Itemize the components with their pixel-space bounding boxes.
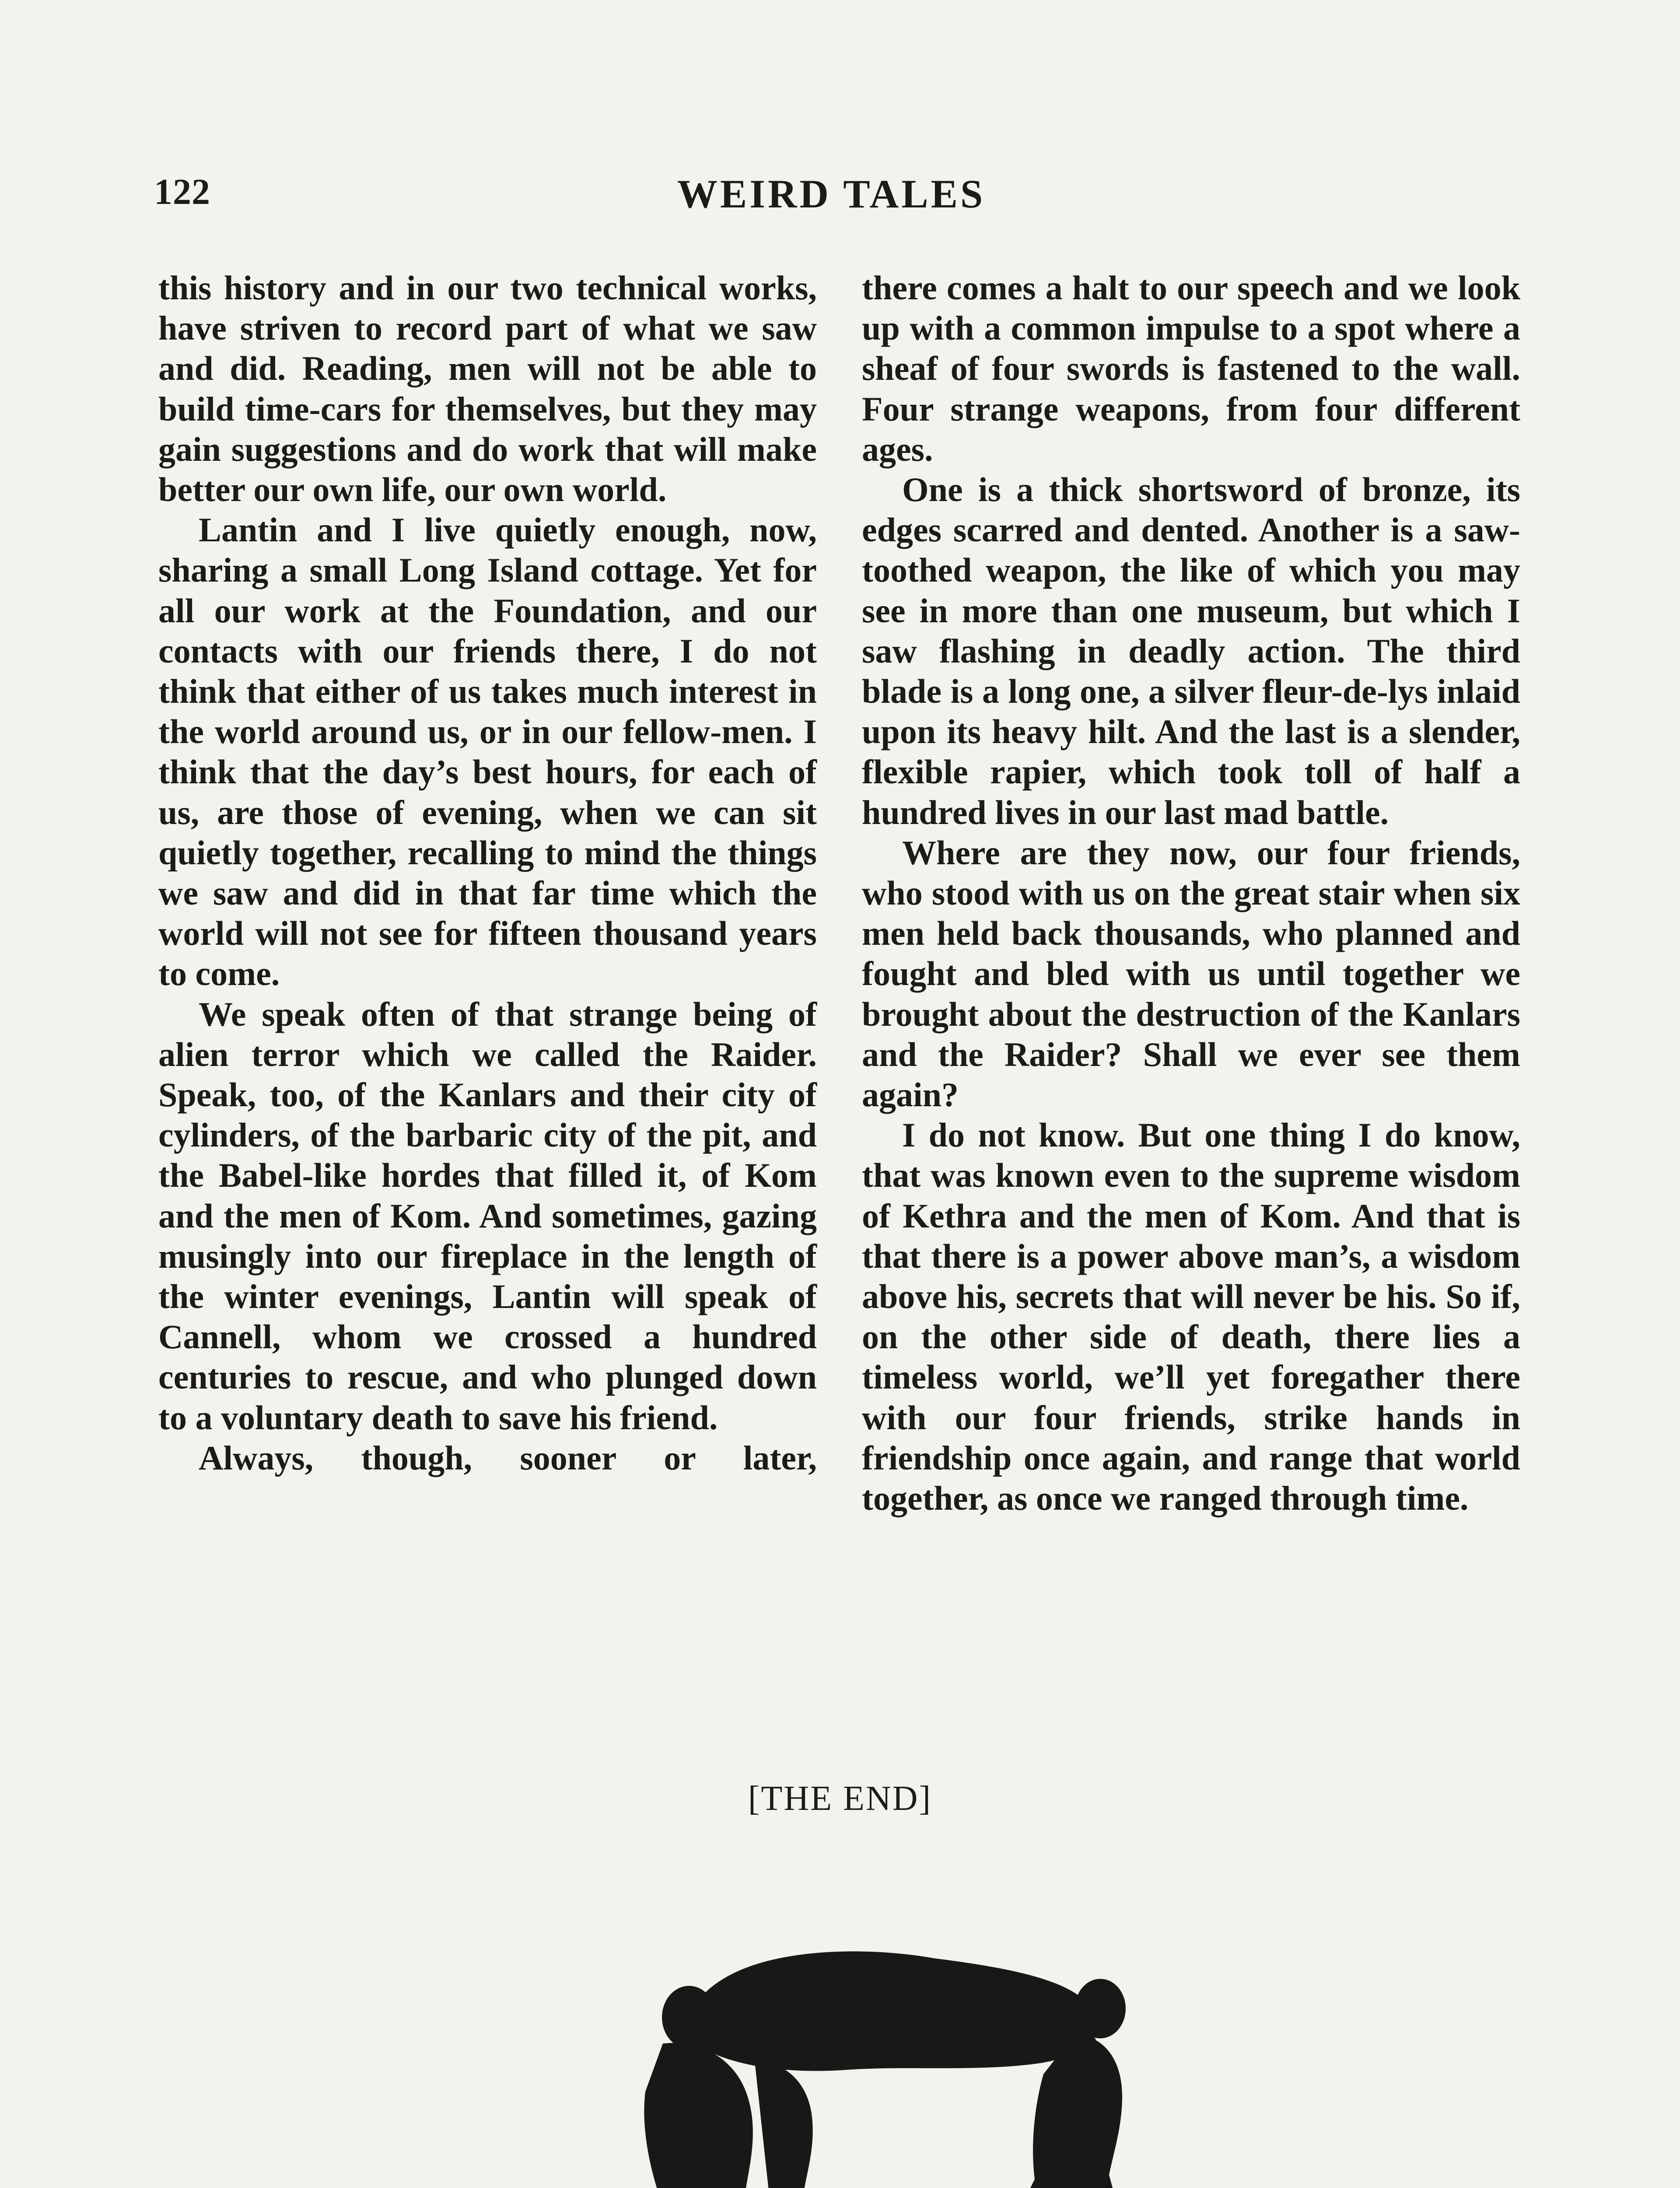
left-text-column [158, 268, 817, 1478]
page-number: 122 [154, 172, 210, 212]
paragraph: there comes a halt to our speech and we look up with a common impulse to a spot where a sheaf of four swords is fastened to the wall. Four strange weapons, from four different ages. [862, 269, 1520, 468]
silhouette-illustration [164, 1917, 1533, 2188]
paragraph: this history and in our two technical works, have striven to record part of what we saw and did. Reading, men will not be able to build time-cars for themselves, but they may gain suggestions and do work that will make better our own life, our own world. [158, 269, 817, 509]
paragraph: Always, though, sooner or later, [199, 1438, 817, 1477]
paragraph: One is a thick shortsword of bronze, its edges scarred and dented. Another is a saw-toothed weapon, the like of which you may see in more than one museum, but which I saw flashing in deadly action. The third blade is a long one, a silver fleur-de-lys inlaid upon its heavy hilt. And the last is a slender, flexible rapier, which took toll of half a hundred lives in our last mad battle. [862, 470, 1520, 831]
paragraph: We speak often of that strange being of alien terror which we called the Raider. Speak, too, of the Kanlars and their city of cylinders, of the barbaric city of the pit, and the Babel-like hordes that filled it, of Kom and the men of Kom. And sometimes, gazing musingly into our fireplace in the length of the winter evenings, Lantin will speak of Cannell, whom we crossed a hundred centuries to rescue, and who plunged down to a voluntary death to save his friend. [158, 995, 817, 1437]
paragraph: Where are they now, our four friends, who stood with us on the great stair when six men held back thousands, who planned and fought and bled with us until together we brought about the destruction of the Kanlars and the Raider? Shall we ever see them again? [862, 833, 1520, 1114]
paragraph: Lantin and I live quietly enough, now, sharing a small Long Island cottage. Yet for all our work at the Foundation, and our contacts with our friends there, I do not think that either of us takes much interest in the world around us, or in our fellow-men. I think that the day’s best hours, for each of us, are those of evening, when we can sit quietly together, recalling to mind the things we saw and did in that far time which the world will not see for fifteen thousand years to come. [158, 511, 817, 993]
right-text-column [862, 268, 1520, 1518]
running-title: WEIRD TALES [677, 172, 986, 216]
the-end-marker: [THE END] [748, 1779, 932, 1818]
paragraph: I do not know. But one thing I do know, that was known even to the supreme wisdom of Kethra and the men of Kom. And that is that there is a power above man’s, a wisdom above his, secrets that will never be his. So if, on the other side of death, there lies a timeless world, we’ll yet foregather there with our four friends, strike hands in friendship once again, and range that world together, as once we ranged through time. [862, 1116, 1520, 1518]
